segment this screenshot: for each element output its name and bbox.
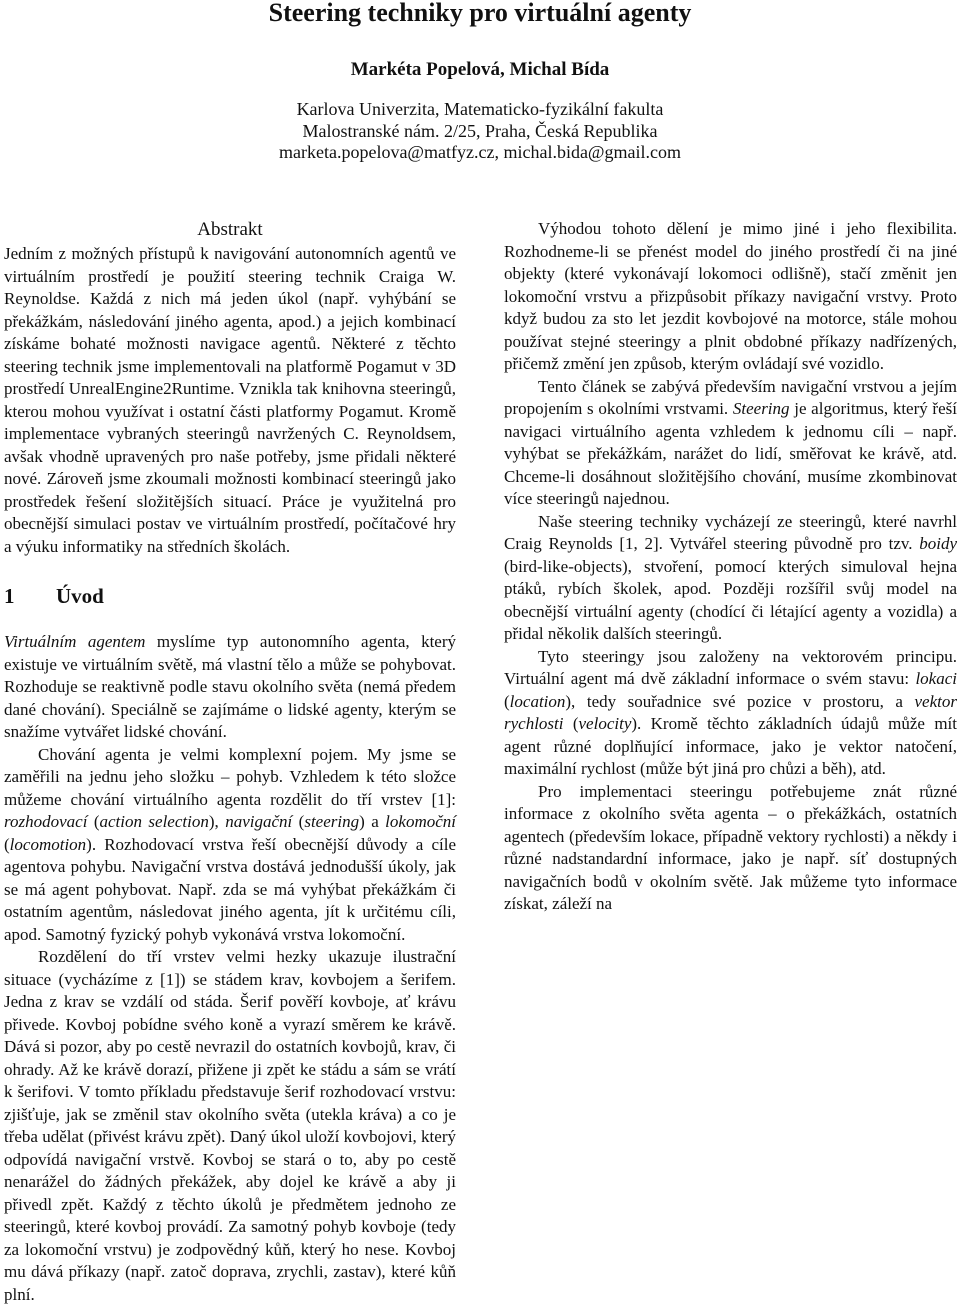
right-column-flow — [504, 218, 957, 916]
affiliation-university: Karlova Univerzita, Matematicko-fyzikální fakulta — [296, 99, 664, 119]
section-title: Úvod — [56, 584, 104, 608]
paragraph-cowboy-example: Rozdělení do tří vrstev velmi hezky ukazuje ilustrační situace (vycházíme z [1]) se stádem krav, kovbojem a šerifem. Jedna z krav se vzdálí od stáda. Šerif pověří kovboje, ať krávu přivede. Kovboj pobídne svého koně a vyrazí směrem ke krávě. Dává si pozor, aby po cestě nevrazil do ostatních kovbojů, krav, či ohrady. Až ke krávě dorazí, přižene ji zpět ke stádu a sám se vrátí k šerifovi. V tomto příkladu představuje šerif rozhodovací vrstvu: zjišťuje, jak se změnil stav okolního světa (utekla kráva) a co je třeba udělat (přivést krávu zpět). Daný úkol uloží kovbojovi, který odpovídá navigační vrstvě. Kovboj se stará o to, aby po cestě nenarážel do žádných překážek, aby dojel ke krávě a aby ji přivedl zpět. Každý z těchto úkolů je předmětem jednoho ze steeringů, které kovboj provádí. Za samotný pohyb kovboje (tedy za lokomoční vrstvu) je zodpovědný kůň, který ho nese. Kovboj mu dává příkazy (např. zatoč doprava, zrychli, zastav), které kůň plní. — [4, 947, 456, 1304]
paragraph-vector-principle: Tyto steeringy jsou založeny na vektorovém principu. Virtuální agent má dvě základní informace o svém stavu: lokaci (location), tedy souřadnice své pozice v prostoru, a vektor rychlosti (velocity). Kromě těchto základních údajů může mít agent různé doplňující informace, jako je vektor natočení, maximální rychlost (může být jiná pro chůzi a běh), atd. — [504, 646, 957, 778]
right-column — [504, 218, 957, 1242]
left-column — [4, 218, 457, 1304]
affiliation-emails: marketa.popelova@matfyz.cz, michal.bida@gmail.com — [278, 142, 681, 162]
abstract-heading: Abstrakt — [197, 219, 263, 240]
paragraph-virtual-agent: Virtuálním agentem myslíme typ autonomního agenta, který existuje ve virtuálním světě, má vlastní tělo a může se pohybovat. Rozhoduje se reaktivně podle stavu okolního světa (nemá předem dané chování). Speciálně se zajímáme o lidské agenty, kterým se snažíme vytvářet lidské chování. — [4, 632, 457, 741]
paragraph-implementation: Pro implementaci steeringu potřebujeme znát různé informace z okolního světa agenta – o překážkách, ostatních agentech (především lokace, případně vektory rychlosti) a někdy i různé nadstandardní informace, jako je např. síť dostupných navigačních bodů v okolním světě. Jak můžeme tyto informace získat, záleží na — [504, 781, 957, 913]
abstract-text: Jedním z možných přístupů k navigování autonomních agentů ve virtuálním prostředí je použití steering technik Craiga W. Reynoldse. Každá z nich má jeden úkol (např. vyhýbání se překážkám, následování jiného agenta, apod.) a jejich kombinací získáme bohaté možnosti navigace agentů. Některé z těchto steering technik jsme implementovali na platformě Pogamut v 3D prostředí UnrealEngine2Runtime. Vznikla tak knihovna steeringů, kterou mohou využívat i ostatní části platformy Pogamut. Kromě implementace vybraných steeringů navržených C. Reynoldsem, avšak vhodně upravených pro naše potřeby, jsme přidali některé nové. Zároveň jsme zkoumali možnosti kombinací steeringů jako prostředek řešení složitějších situací. Práce je využitelná pro obecnější simulaci postav ve virtuálním prostředí, počítačové hry a výuku informatiky na středních školách. — [4, 244, 456, 556]
paragraph-flexibility: Výhodou tohoto dělení je mimo jiné i jeho flexibilita. Rozhodneme-li se přenést model do jiného prostředí či na jiné objekty (které vykonávají lokomoci odlišně), stačí změnit jen lokomoční vrstvu a přizpůsobit příkazy navigační vrstvy. Proto když budou za sto let jezdit kovbojové na motorce, stále mohou používat stejné steeringy a plnit obdobné příkazy nadřízených, přičemž změní jen způsob, kterým ovládají své vozidlo. — [504, 219, 957, 373]
affiliation-block — [0, 99, 960, 164]
paper-authors: Markéta Popelová, Michal Bída — [350, 59, 610, 80]
paragraph-reynolds: Naše steering techniky vycházejí ze steeringů, které navrhl Craig Reynolds [1, 2]. Vytvářel steering původně pro tzv. boidy (bird-like-objects), stvoření, pomocí kterých simuloval hejna ptáků, rybích školek, apod. Později rozšířil svůj model na obecnější virtuální agenty (chodící či létající agenty a vozidla) a přidal několik dalších steeringů. — [504, 511, 957, 643]
paper-title: Steering techniky pro virtuální agenty — [268, 0, 692, 27]
section-heading — [4, 583, 456, 609]
section-number: 1 — [4, 584, 15, 608]
paragraph-layers: Chování agenta je velmi komplexní pojem. My jsme se zaměřili na jednu jeho složku – pohyb. Vzhledem k této složce můžeme chování virtuálního agenta rozdělit do tří vrstev [1]: rozhodovací (action selection), navigační (steering) a lokomoční (locomotion). Rozhodovací vrstva řeší obecnější důvody a cíle agentova pohybu. Navigační vrstva dostává jednodušší úkoly, jak se má agent pohybovat. Např. zda se má vyhýbat překážkám či ostatním agentům, následovat jiného agenta, jít k určitému cíli, apod. Samotný fyzický pohyb vykonává vrstva lokomoční. — [4, 744, 456, 944]
affiliation-address: Malostranské nám. 2/25, Praha, Česká Republika — [302, 120, 658, 141]
paragraph-steering-definition: Tento článek se zabývá především navigační vrstvou a jejím propojením s okolními vrstvami. Steering je algoritmus, který řeší navigaci virtuálního agenta vzhledem k jednomu cíli – např. vyhýbat se překážkám, narážet do lidí, směřovat ke krávě, atd. Chceme-li dosáhnout složitějšího chování, musíme zkombinovat více steeringů najednou. — [504, 376, 957, 508]
